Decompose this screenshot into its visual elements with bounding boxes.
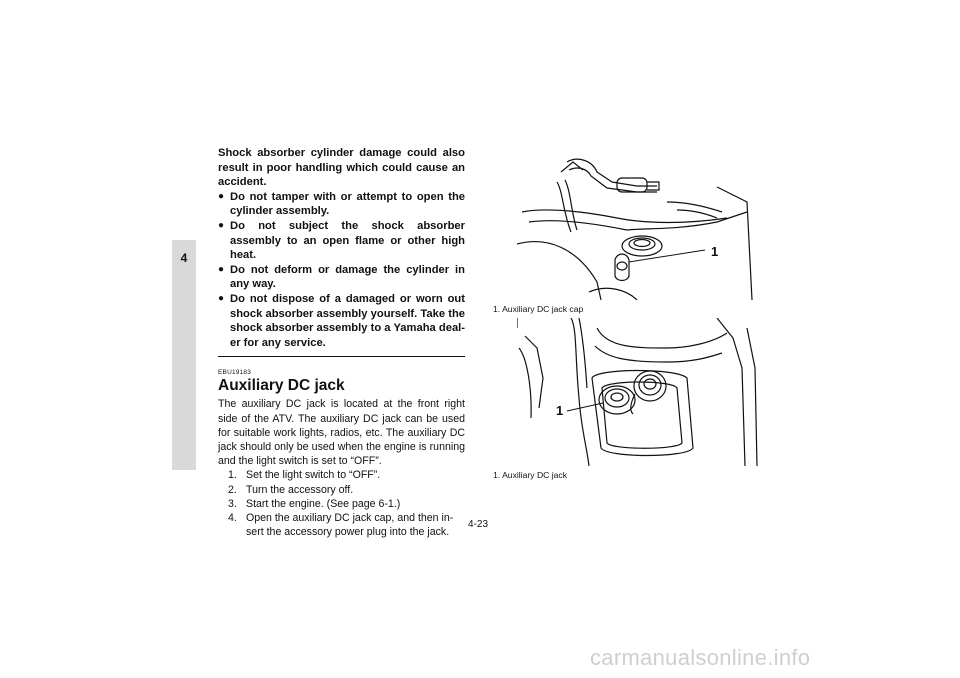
page-number: 4-23: [468, 519, 489, 530]
step-item: 2. Turn the accessory off.: [228, 483, 354, 496]
bullet-icon: ●: [218, 190, 225, 202]
figure-2-caption: 1. Auxiliary DC jack: [493, 470, 568, 480]
figure-dc-jack: [517, 318, 764, 466]
section-title: Auxiliary DC jack: [218, 377, 345, 395]
figure-2-callout: 1: [556, 403, 564, 418]
bullet-icon: ●: [218, 292, 225, 304]
warning-item: ● Do not dispose of a damaged or worn out shock absorber assembly yourself. Take the shock absorber assembly to a Yamaha deal-er for any service.: [218, 292, 465, 349]
section-body: The auxiliary DC jack is located at the front right side of the ATV. The auxiliary DC jack can be used for suitable work lights, radios, etc. The auxiliary DC jack should only be used when the engine is running and the light switch is set to “OFF”.: [218, 398, 465, 468]
chapter-tab: [172, 240, 196, 470]
warning-intro: Shock absorber cylinder damage could also result in poor handling which could cause an accident.: [218, 147, 465, 189]
bullet-icon: ●: [218, 263, 225, 275]
step-item: 1. Set the light switch to “OFF”.: [228, 469, 381, 482]
step-item: 4. Open the auxiliary DC jack cap, and then in-sert the accessory power plug into the jack.: [228, 511, 454, 539]
warning-item: ● Do not tamper with or attempt to open the cylinder assembly.: [218, 190, 465, 218]
warning-item: ● Do not subject the shock absorber assembly to an open flame or other high heat.: [218, 219, 465, 262]
section-divider: [218, 356, 465, 357]
section-code: EBU19183: [218, 369, 252, 377]
bullet-icon: ●: [218, 219, 225, 231]
chapter-number: 4: [180, 251, 188, 265]
step-item: 3. Start the engine. (See page 6-1.): [228, 497, 401, 510]
figure-dc-jack-cap: [517, 152, 764, 300]
warning-list: [218, 190, 465, 351]
figure-1-caption: 1. Auxiliary DC jack cap: [493, 304, 584, 314]
watermark: carmanualsonline.info: [590, 645, 811, 670]
figure-1-callout: 1: [711, 244, 719, 259]
warning-item: ● Do not deform or damage the cylinder in any way.: [218, 263, 465, 291]
steps-list: [218, 468, 465, 539]
left-column: [218, 146, 465, 539]
